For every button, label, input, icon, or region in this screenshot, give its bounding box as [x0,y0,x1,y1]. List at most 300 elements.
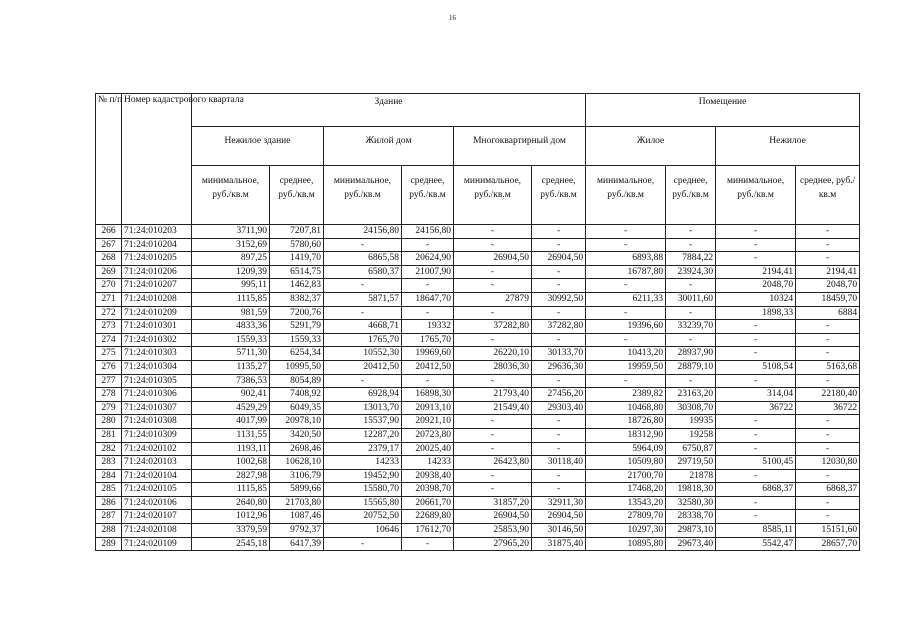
value-cell: - [586,225,666,239]
value-cell: 6893,88 [586,252,666,266]
row-number-cell: 273 [96,320,122,334]
value-cell: 27456,20 [532,388,586,402]
value-cell: - [454,428,532,442]
value-cell: 15537,90 [324,415,402,429]
value-cell: 8054,89 [270,374,324,388]
value-cell: 1135,27 [192,360,270,374]
table-row [96,442,860,456]
value-cell: 23163,20 [666,388,716,402]
value-cell: 10995,50 [270,360,324,374]
value-cell: 32911,30 [532,496,586,510]
value-cell: - [586,238,666,252]
cadastral-quarter-cell: 71:24:020104 [122,469,192,483]
value-cell: 1115,85 [192,292,270,306]
value-cell: 30118,40 [532,456,586,470]
value-cell: - [532,374,586,388]
value-cell: 18459,70 [796,292,860,306]
cadastral-quarter-cell: 71:24:020108 [122,524,192,538]
value-cell: - [796,238,860,252]
value-cell: 1002,68 [192,456,270,470]
cadastral-quarter-cell: 71:24:020102 [122,442,192,456]
value-cell: 19959,50 [586,360,666,374]
value-cell: 28036,30 [454,360,532,374]
value-cell: - [402,306,454,320]
value-cell: 3420,50 [270,428,324,442]
table-row [96,292,860,306]
value-cell: 28879,10 [666,360,716,374]
value-cell: 20624,90 [402,252,454,266]
value-cell: 10413,20 [586,347,666,361]
value-cell: 6750,87 [666,442,716,456]
value-cell: 25853,90 [454,524,532,538]
value-cell: 19935 [666,415,716,429]
value-cell: 31857,20 [454,496,532,510]
value-cell: - [324,306,402,320]
value-cell: 15151,60 [796,524,860,538]
value-cell: 28657,70 [796,537,860,551]
value-cell: - [716,252,796,266]
cadastral-quarter-cell: 71:24:020107 [122,510,192,524]
value-cell: 26904,50 [532,252,586,266]
value-cell: 19332 [402,320,454,334]
row-number-cell: 285 [96,483,122,497]
value-cell: 5542,47 [716,537,796,551]
value-cell: 2389,82 [586,388,666,402]
table-row [96,510,860,524]
value-cell: - [716,428,796,442]
value-cell: - [716,415,796,429]
value-cell: 7207,81 [270,225,324,239]
value-cell: - [666,238,716,252]
cadastral-quarter-cell: 71:24:010302 [122,333,192,347]
value-cell: 21703,80 [270,496,324,510]
value-cell: - [716,469,796,483]
header-avg: среднее, руб./кв.м [402,166,454,225]
value-cell: 24156,80 [324,225,402,239]
value-cell: 9792,37 [270,524,324,538]
cadastral-quarter-cell: 71:24:010306 [122,388,192,402]
cadastral-quarter-cell: 71:24:020109 [122,537,192,551]
value-cell: 314,04 [716,388,796,402]
header-avg: среднее, руб./кв.м [796,166,860,225]
value-cell: - [666,279,716,293]
value-cell: 1193,11 [192,442,270,456]
value-cell: 20412,50 [402,360,454,374]
value-cell: 4529,29 [192,401,270,415]
value-cell: 1012,96 [192,510,270,524]
value-cell: - [532,265,586,279]
header-num: № п/п [96,94,122,225]
cadastral-value-table [95,93,860,551]
value-cell: - [796,347,860,361]
table-row [96,238,860,252]
row-number-cell: 266 [96,225,122,239]
value-cell: - [324,374,402,388]
value-cell: 1765,70 [324,333,402,347]
value-cell: - [454,469,532,483]
value-cell: - [716,225,796,239]
header-residential-house: Жилой дом [324,127,454,166]
value-cell: 23924,30 [666,265,716,279]
value-cell: 5964,09 [586,442,666,456]
value-cell: 22689,80 [402,510,454,524]
value-cell: 22180,40 [796,388,860,402]
value-cell: 10324 [716,292,796,306]
row-number-cell: 269 [96,265,122,279]
value-cell: 1898,33 [716,306,796,320]
value-cell: 3379,59 [192,524,270,538]
value-cell: 26904,50 [454,252,532,266]
value-cell: 19969,60 [402,347,454,361]
value-cell: - [532,306,586,320]
value-cell: - [796,225,860,239]
value-cell: 20412,50 [324,360,402,374]
value-cell: 33239,70 [666,320,716,334]
value-cell: 29636,30 [532,360,586,374]
value-cell: 6514,75 [270,265,324,279]
value-cell: - [454,225,532,239]
value-cell: 10509,80 [586,456,666,470]
value-cell: 36722 [716,401,796,415]
row-number-cell: 277 [96,374,122,388]
table-row [96,524,860,538]
value-cell: - [586,306,666,320]
value-cell: 12287,20 [324,428,402,442]
value-cell: - [402,374,454,388]
row-number-cell: 287 [96,510,122,524]
value-cell: 19396,60 [586,320,666,334]
value-cell: - [716,238,796,252]
value-cell: 26904,50 [532,510,586,524]
header-min: минимальное, руб./кв.м [324,166,402,225]
value-cell: 1419,70 [270,252,324,266]
value-cell: 3152,69 [192,238,270,252]
value-cell: - [454,483,532,497]
value-cell: 15580,70 [324,483,402,497]
cadastral-quarter-cell: 71:24:010308 [122,415,192,429]
row-number-cell: 283 [96,456,122,470]
value-cell: 2048,70 [716,279,796,293]
value-cell: 17468,20 [586,483,666,497]
table-row [96,401,860,415]
value-cell: 8382,37 [270,292,324,306]
cadastral-quarter-cell: 71:24:010305 [122,374,192,388]
cadastral-quarter-cell: 71:24:010309 [122,428,192,442]
row-number-cell: 284 [96,469,122,483]
value-cell: - [532,333,586,347]
value-cell: - [666,374,716,388]
value-cell: - [586,374,666,388]
value-cell: - [796,333,860,347]
value-cell: 20913,10 [402,401,454,415]
value-cell: 1209,39 [192,265,270,279]
cadastral-quarter-cell: 71:24:010303 [122,347,192,361]
value-cell: 29303,40 [532,401,586,415]
value-cell: 2827,98 [192,469,270,483]
value-cell: 20661,70 [402,496,454,510]
value-cell: 29873,10 [666,524,716,538]
value-cell: 2379,17 [324,442,402,456]
value-cell: - [532,483,586,497]
table-row [96,415,860,429]
table-row [96,360,860,374]
value-cell: - [716,320,796,334]
value-cell: 21878 [666,469,716,483]
value-cell: 4017,99 [192,415,270,429]
value-cell: - [796,415,860,429]
value-cell: - [666,333,716,347]
value-cell: - [796,442,860,456]
value-cell: 4833,36 [192,320,270,334]
value-cell: 6211,33 [586,292,666,306]
value-cell: 7386,53 [192,374,270,388]
page-number: 16 [449,14,456,22]
value-cell: 15565,80 [324,496,402,510]
value-cell: - [796,374,860,388]
value-cell: 14233 [324,456,402,470]
value-cell: 7200,76 [270,306,324,320]
value-cell: 6928,94 [324,388,402,402]
row-number-cell: 275 [96,347,122,361]
value-cell: 6868,37 [796,483,860,497]
value-cell: 10646 [324,524,402,538]
value-cell: 16898,30 [402,388,454,402]
value-cell: 5100,45 [716,456,796,470]
value-cell: 19818,30 [666,483,716,497]
header-min: минимальное, руб./кв.м [454,166,532,225]
row-number-cell: 282 [96,442,122,456]
value-cell: - [324,537,402,551]
value-cell: 4668,71 [324,320,402,334]
value-cell: 7884,22 [666,252,716,266]
value-cell: 1115,85 [192,483,270,497]
table-row [96,279,860,293]
value-cell: 6580,37 [324,265,402,279]
cadastral-quarter-cell: 71:24:010304 [122,360,192,374]
value-cell: 3711,90 [192,225,270,239]
value-cell: 2545,18 [192,537,270,551]
table-body [96,225,860,551]
value-cell: 20921,10 [402,415,454,429]
header-avg: среднее, руб./кв.м [270,166,324,225]
value-cell: 8585,11 [716,524,796,538]
value-cell: - [402,537,454,551]
value-cell: - [454,442,532,456]
value-cell: 19452,90 [324,469,402,483]
header-avg: среднее, руб./кв.м [666,166,716,225]
value-cell: 902,41 [192,388,270,402]
value-cell: 5899,66 [270,483,324,497]
value-cell: 18312,90 [586,428,666,442]
value-cell: - [324,279,402,293]
value-cell: 20752,50 [324,510,402,524]
row-number-cell: 272 [96,306,122,320]
value-cell: 10297,30 [586,524,666,538]
table-row [96,225,860,239]
value-cell: 10468,80 [586,401,666,415]
value-cell: 37282,80 [454,320,532,334]
value-cell: 1131,55 [192,428,270,442]
value-cell: 2640,80 [192,496,270,510]
value-cell: - [532,415,586,429]
value-cell: - [454,306,532,320]
value-cell: 7408,92 [270,388,324,402]
row-number-cell: 274 [96,333,122,347]
table-row [96,333,860,347]
cadastral-quarter-cell: 71:24:010208 [122,292,192,306]
value-cell: 995,11 [192,279,270,293]
header-apartment-building: Многоквартирный дом [454,127,586,166]
value-cell: 2194,41 [796,265,860,279]
row-number-cell: 267 [96,238,122,252]
value-cell: 21549,40 [454,401,532,415]
cadastral-quarter-cell: 71:24:020106 [122,496,192,510]
value-cell: 2048,70 [796,279,860,293]
value-cell: 6417,39 [270,537,324,551]
value-cell: 1559,33 [192,333,270,347]
value-cell: 13013,70 [324,401,402,415]
value-cell: 27879 [454,292,532,306]
value-cell: - [716,442,796,456]
value-cell: - [586,333,666,347]
value-cell: - [796,496,860,510]
value-cell: 18726,80 [586,415,666,429]
value-cell: 1462,83 [270,279,324,293]
table-row [96,320,860,334]
value-cell: - [796,428,860,442]
value-cell: 6884 [796,306,860,320]
value-cell: 37282,80 [532,320,586,334]
value-cell: 1765,70 [402,333,454,347]
value-cell: - [796,252,860,266]
value-cell: 27809,70 [586,510,666,524]
value-cell: 30133,70 [532,347,586,361]
value-cell: - [796,320,860,334]
value-cell: 32580,30 [666,496,716,510]
value-cell: 10895,80 [586,537,666,551]
value-cell: 5871,57 [324,292,402,306]
value-cell: - [532,428,586,442]
row-number-cell: 289 [96,537,122,551]
header-nonresidential-building: Нежилое здание [192,127,324,166]
value-cell: 1559,33 [270,333,324,347]
value-cell: 5780,60 [270,238,324,252]
table-row [96,252,860,266]
value-cell: - [666,225,716,239]
value-cell: 20978,10 [270,415,324,429]
row-number-cell: 279 [96,401,122,415]
cadastral-quarter-cell: 71:24:020105 [122,483,192,497]
row-number-cell: 280 [96,415,122,429]
value-cell: - [454,333,532,347]
cadastral-quarter-cell: 71:24:010307 [122,401,192,415]
row-number-cell: 268 [96,252,122,266]
cadastral-quarter-cell: 71:24:010207 [122,279,192,293]
value-cell: 28937,90 [666,347,716,361]
value-cell: 981,59 [192,306,270,320]
table-row [96,265,860,279]
header-min: минимальное, руб./кв.м [586,166,666,225]
table-row [96,347,860,361]
table-row [96,537,860,551]
value-cell: 18647,70 [402,292,454,306]
value-cell: - [532,469,586,483]
value-cell: 31875,40 [532,537,586,551]
header-min: минимальное, руб./кв.м [192,166,270,225]
table-row [96,306,860,320]
value-cell: 27965,20 [454,537,532,551]
value-cell: 30308,70 [666,401,716,415]
table-row [96,496,860,510]
value-cell: - [454,265,532,279]
value-cell: - [532,279,586,293]
value-cell: - [796,469,860,483]
value-cell: - [586,279,666,293]
value-cell: 21700,70 [586,469,666,483]
value-cell: - [454,415,532,429]
value-cell: 2194,41 [716,265,796,279]
value-cell: - [454,238,532,252]
value-cell: - [716,333,796,347]
cadastral-quarter-cell: 71:24:010209 [122,306,192,320]
header-nonresidential-premises: Нежилое [716,127,860,166]
row-number-cell: 276 [96,360,122,374]
value-cell: - [402,279,454,293]
table-row [96,388,860,402]
value-cell: - [532,225,586,239]
value-cell: - [666,306,716,320]
value-cell: - [454,279,532,293]
table-row [96,428,860,442]
table-row [96,483,860,497]
value-cell: - [716,496,796,510]
value-cell: 12030,80 [796,456,860,470]
cadastral-quarter-cell: 71:24:010203 [122,225,192,239]
value-cell: - [532,442,586,456]
header-building: Здание [192,94,586,127]
value-cell: 30992,50 [532,292,586,306]
cadastral-quarter-cell: 71:24:010204 [122,238,192,252]
value-cell: 26904,50 [454,510,532,524]
row-number-cell: 288 [96,524,122,538]
table-row [96,456,860,470]
value-cell: 6868,37 [716,483,796,497]
value-cell: 5711,30 [192,347,270,361]
value-cell: - [402,238,454,252]
value-cell: 28338,70 [666,510,716,524]
value-cell: 17612,70 [402,524,454,538]
row-number-cell: 271 [96,292,122,306]
value-cell: 26220,10 [454,347,532,361]
value-cell: 14233 [402,456,454,470]
header-cadastral-quarter: Номер кадастрового квартала [122,94,192,225]
value-cell: 6254,34 [270,347,324,361]
value-cell: - [324,238,402,252]
value-cell: - [716,347,796,361]
header-avg: среднее, руб./кв.м [532,166,586,225]
value-cell: 3106,79 [270,469,324,483]
value-cell: 24156,80 [402,225,454,239]
header-premises: Помещение [586,94,860,127]
value-cell: 30146,50 [532,524,586,538]
row-number-cell: 281 [96,428,122,442]
cadastral-quarter-cell: 71:24:010206 [122,265,192,279]
cadastral-quarter-cell: 71:24:010205 [122,252,192,266]
table-row [96,374,860,388]
value-cell: 20938,40 [402,469,454,483]
value-cell: 30011,60 [666,292,716,306]
table-row [96,469,860,483]
